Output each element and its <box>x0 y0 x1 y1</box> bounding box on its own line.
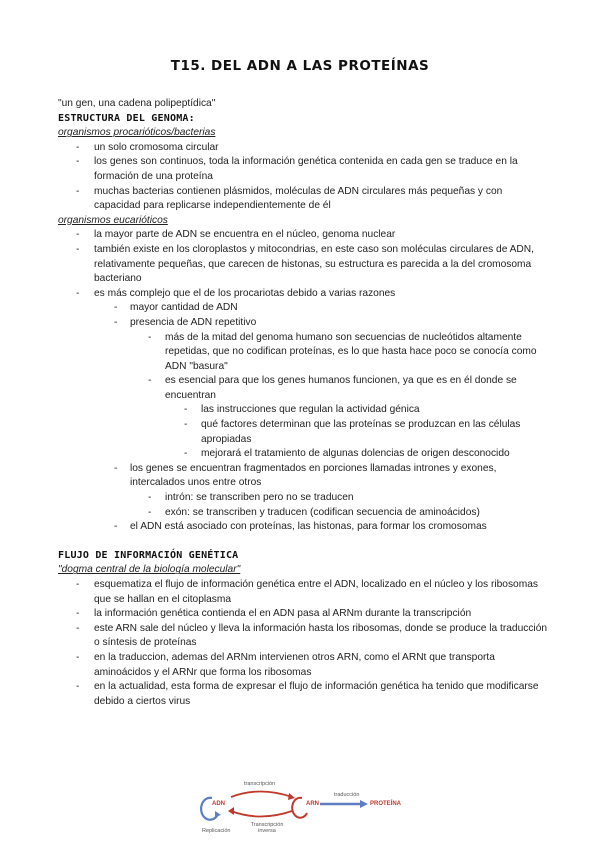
translation-label: traducción <box>334 792 360 798</box>
protein-label: PROTEÍNA <box>370 801 402 807</box>
list-item: - los genes se encuentran fragmentados en porciones llamadas intrones y exones, intercalados unos entre otros <box>114 462 497 489</box>
list-item: - la mayor parte de ADN se encuentra en el núcleo, genoma nuclear <box>76 229 396 241</box>
list-item: - este ARN sale del núcleo y lleva la información hasta los ribosomas, donde se produce la traducción o síntesis de proteínas <box>76 622 548 649</box>
replication-label: Replicación <box>202 828 231 834</box>
page-title: T15. DEL ADN A LAS PROTEÍNAS <box>170 58 430 74</box>
list-item: - es más complejo que el de los procariotas debido a varias razones <box>76 287 396 299</box>
list-item: - las instrucciones que regulan la actividad génica <box>184 404 420 416</box>
document-body <box>58 97 548 709</box>
translation-arrow-head <box>360 800 368 808</box>
list-item: - mayor cantidad de ADN <box>114 302 238 314</box>
list-item: - esquematiza el flujo de información genética entre el ADN, localizado en el núcleo y los ribosomas que se hallan en el citoplasma <box>76 579 538 605</box>
reverse-transcription-label: Transcripción inversa <box>250 822 284 834</box>
list-item: - más de la mitad del genoma humano son secuencias de nucleótidos altamente repetidas, que no codifican proteínas, es lo que hasta hace poco se conocía como ADN "basura" <box>148 331 537 372</box>
dna-label: ADN <box>212 801 225 807</box>
quote-one-gene: "un gen, una cadena polipeptídica" <box>58 98 216 109</box>
heading-genetic-flow: FLUJO DE INFORMACIÓN GENÉTICA <box>58 549 239 561</box>
rna-label: ARN <box>306 801 319 807</box>
list-item: - también existe en los cloroplastos y mitocondrias, en este caso son moléculas circulares de ADN, relativamente pequeñas, que carecen de histonas, su estructura es parecida a la del cromosoma bacteriano <box>76 243 534 285</box>
reverse-transcription-arrow <box>231 811 292 817</box>
list-item: - un solo cromosoma circular <box>76 141 219 153</box>
transcription-arrow <box>231 792 292 798</box>
central-dogma-diagram <box>198 778 408 834</box>
list-item: - el ADN está asociado con proteínas, las histonas, para formar los cromosomas <box>114 521 487 533</box>
list-item: - mejorará el tratamiento de algunas dolencias de origen desconocido <box>184 448 510 460</box>
list-item: - los genes son continuos, toda la información genética contenida en cada gen se traduce en la formación de una proteína <box>76 156 518 182</box>
reverse-transcription-arrow-head <box>228 807 234 815</box>
list-item: - la información genética contienda el en ADN pasa al ARNm durante la transcripción <box>76 608 472 620</box>
transcription-arrow-head <box>288 793 295 800</box>
list-item: - muchas bacterias contienen plásmidos, moléculas de ADN circulares más pequeñas y con capacidad para replicarse independientemente de él <box>76 185 503 212</box>
list-item: - en la traduccion, ademas del ARNm intervienen otros ARN, como el ARNt que transporta aminoácidos y el ARNr que forma los ribosomas <box>76 651 495 678</box>
quote-central-dogma: "dogma central de la biología molecular" <box>58 564 241 576</box>
subheading-eukaryotes: organismos eucarióticos <box>58 214 168 226</box>
rna-loop-arrow <box>292 798 307 818</box>
transcription-label: transcripción <box>244 781 276 787</box>
list-item: - intrón: se transcriben pero no se traducen <box>148 492 354 504</box>
list-item: - presencia de ADN repetitivo <box>114 316 257 328</box>
heading-genome-structure: ESTRUCTURA DEL GENOMA: <box>58 112 195 124</box>
list-item: - es esencial para que los genes humanos funcionen, ya que es en él donde se encuentran <box>148 375 517 401</box>
subheading-prokaryotes: organismos procarióticos/bacterias <box>58 127 216 139</box>
list-item: - qué factores determinan que las proteínas se produzcan en las células apropiadas <box>184 419 521 445</box>
list-item: - en la actualidad, esta forma de expresar el flujo de información genética ha tenido que modificarse debido a ciertos virus <box>76 681 539 707</box>
list-item: - exón: se transcriben y traducen (codifican secuencia de aminoácidos) <box>148 506 480 518</box>
